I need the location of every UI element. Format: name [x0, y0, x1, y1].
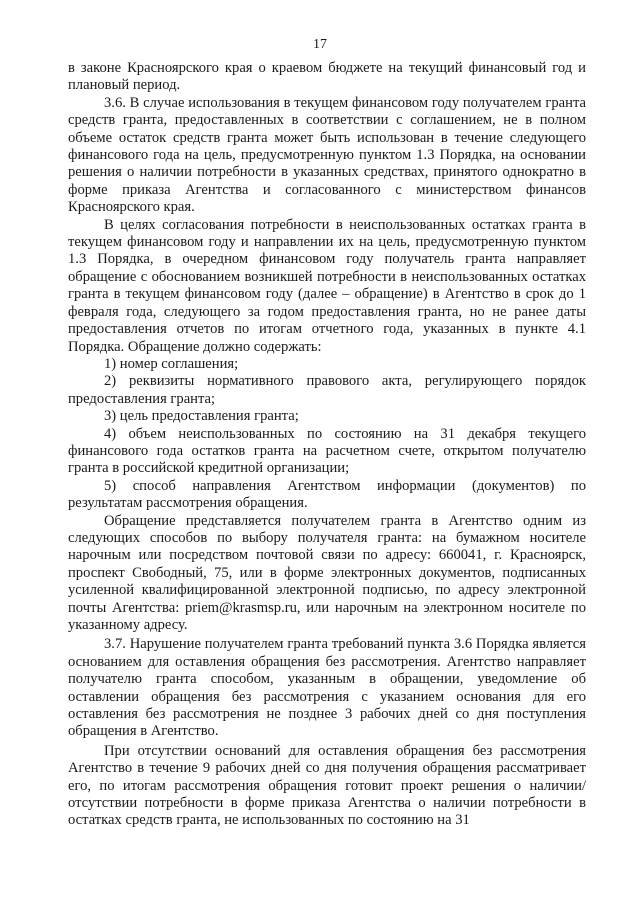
- page-number: 17: [313, 37, 327, 52]
- list-item-grant-purpose: 3) цель предоставления гранта;: [104, 408, 299, 425]
- paragraph-approval-request: В целях согласования потребности в неиспользованных остатках гранта в текущем финансовом году и направлении их на цель, предусмотренную пунктом 1.3 Порядка, в очередном финансовом году получатель гранта направляет обращение с обоснованием возникшей потребности в неиспользованных остатках гранта в текущем финансовом году (далее – обращение) в Агентство в срок до 1 февраля года, следующего за годом предоставления гранта, но не ранее даты предоставления отчетов по итогам отчетного года, указанных в пункте 4.1 Порядка. Обращение должно содержать:: [68, 216, 586, 355]
- list-item-agreement-number: 1) номер соглашения;: [104, 355, 239, 372]
- paragraph-submission-methods: Обращение представляется получателем гранта в Агентство одним из следующих способов по выбору получателя гранта: на бумажном носителе нарочным или посредством почтовой связи по адресу: 660041, г. Красноярск, проспект Свободный, 75, или в форме электронных документов, подписанных усиленной квалифицированной электронной подписью, по адресу электронной почты Агентства: priem@krasmsp.ru, или нарочным на электронном носителе по указанному адресу.: [68, 512, 586, 633]
- paragraph-review-decision: При отсутствии оснований для оставления обращения без рассмотрения Агентство в течение 9 рабочих дней со дня получения обращения рассматривает его, по итогам рассмотрения обращения готовит проект решения о наличии/отсутствии потребности в форме приказа Агентства о наличии потребности в остатках средств гранта, не использованных по состоянию на 31: [68, 742, 586, 829]
- list-item-unused-balance: 4) объем неиспользованных по состоянию на 31 декабря текущего финансового года остатков гранта на расчетном счете, открытом получателю гранта в российской кредитной организации;: [68, 425, 586, 477]
- paragraph-section-3-7: 3.7. Нарушение получателем гранта требований пункта 3.6 Порядка является основанием для оставления обращения без рассмотрения. Агентство направляет получателю гранта способом, указанным в обращении, уведомление об оставлении обращения без рассмотрения с указанием основания для его оставления без рассмотрения не позднее 3 рабочих дней со дня поступления обращения в Агентство.: [68, 636, 586, 740]
- list-item-legal-act: 2) реквизиты нормативного правового акта, регулирующего порядок предоставления гранта;: [68, 373, 586, 407]
- paragraph-budget-law: в законе Красноярского края о краевом бюджете на текущий финансовый год и плановый период.: [68, 60, 586, 94]
- list-item-notification-method: 5) способ направления Агентством информации (документов) по результатам рассмотрения обращения.: [68, 477, 586, 512]
- document-body: [68, 60, 586, 830]
- paragraph-section-3-6: 3.6. В случае использования в текущем финансовом году получателем гранта средств гранта, предоставленных в соответствии с соглашением, не в полном объеме остаток средств гранта может быть использован в течение следующего финансового года на цель, предусмотренную пунктом 1.3 Порядка, на основании решения о наличии потребности в указанных средствах, принятого однократно в форме приказа Агентства и согласованного с министерством финансов Красноярского края.: [68, 94, 586, 216]
